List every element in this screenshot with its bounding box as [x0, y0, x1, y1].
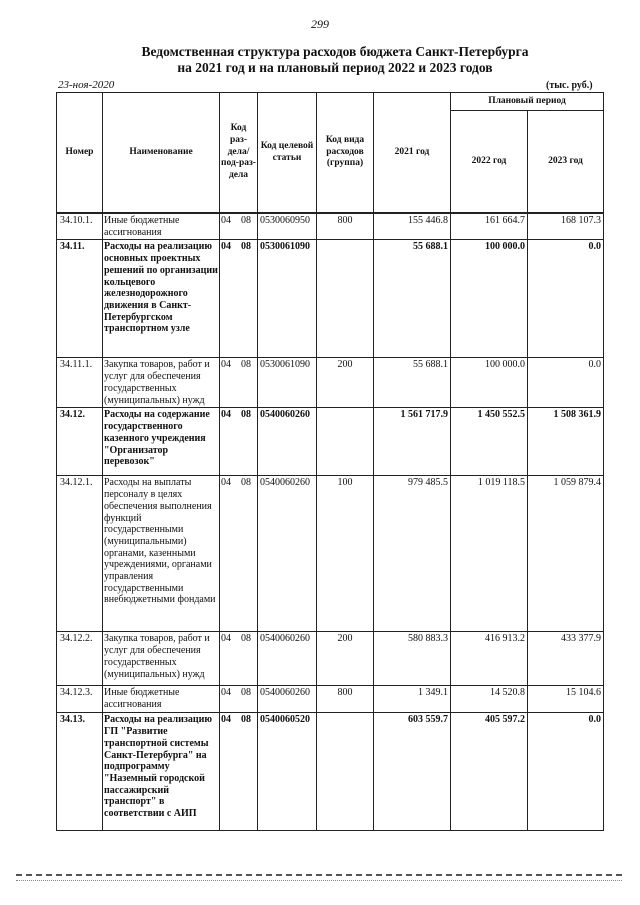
document-title [60, 44, 610, 76]
row-2021: 979 485.5 [374, 476, 451, 632]
budget-table [56, 92, 604, 831]
row-2023: 0.0 [528, 240, 604, 358]
header-vid: Код вида расходов (группа) [317, 93, 374, 213]
row-target: 0540060260 [258, 686, 317, 713]
row-razdel: 04 08 [220, 476, 258, 632]
row-razdel: 04 08 [220, 713, 258, 831]
header-2021: 2021 год [374, 93, 451, 213]
row-2021: 1 349.1 [374, 686, 451, 713]
table-body [57, 214, 604, 831]
document-date: 23-ноя-2020 [58, 79, 115, 91]
row-razdel: 04 08 [220, 240, 258, 358]
row-2023: 168 107.3 [528, 214, 604, 240]
header-planned-period: Плановый период [451, 93, 604, 111]
row-2021: 603 559.7 [374, 713, 451, 831]
row-2022: 161 664.7 [451, 214, 528, 240]
header-name: Наименование [103, 93, 220, 213]
row-name: Закупка товаров, работ и услуг для обеспечения государственных (муниципальных) нужд [103, 358, 220, 408]
row-2021: 155 446.8 [374, 214, 451, 240]
row-name: Расходы на выплаты персоналу в целях обеспечения выполнения функций государственными (муниципальными) органами, казенными учреждениями, органами управления государственными внебюджетными фондами [103, 476, 220, 632]
row-number: 34.12.2. [57, 632, 103, 686]
row-vid: 800 [317, 214, 374, 240]
page-number: 299 [311, 17, 329, 31]
row-2022: 14 520.8 [451, 686, 528, 713]
table-row [57, 476, 604, 632]
row-number: 34.11.1. [57, 358, 103, 408]
row-2022: 1 450 552.5 [451, 408, 528, 476]
row-name: Закупка товаров, работ и услуг для обеспечения государственных (муниципальных) нужд [103, 632, 220, 686]
row-2021: 580 883.3 [374, 632, 451, 686]
row-target: 0530061090 [258, 358, 317, 408]
row-number: 34.11. [57, 240, 103, 358]
row-number: 34.10.1. [57, 214, 103, 240]
table-row [57, 686, 604, 713]
title-line-1: Ведомственная структура расходов бюджета Санкт-Петербурга [141, 44, 529, 59]
row-vid: 200 [317, 358, 374, 408]
row-number: 34.12.1. [57, 476, 103, 632]
scan-edge-line-secondary [16, 880, 622, 881]
header-number: Номер [57, 93, 103, 213]
row-target: 0540060260 [258, 476, 317, 632]
table-row [57, 240, 604, 358]
row-razdel: 04 08 [220, 358, 258, 408]
row-2023: 1 059 879.4 [528, 476, 604, 632]
row-2022: 100 000.0 [451, 358, 528, 408]
row-name: Расходы на реализацию ГП "Развитие транспортной системы Санкт-Петербурга" на подпрограмму "Наземный городской пассажирский транспорт" в соответствии с АИП [103, 713, 220, 831]
row-name: Расходы на реализацию основных проектных решений по организации кольцевого железнодорожного движения в Санкт-Петербургском транспортном узле [103, 240, 220, 358]
table-row [57, 632, 604, 686]
row-target: 0540060520 [258, 713, 317, 831]
header-2023: 2023 год [528, 111, 604, 213]
row-name: Иные бюджетные ассигнования [103, 214, 220, 240]
header-target: Код целевой статьи [258, 93, 317, 213]
row-target: 0530060950 [258, 214, 317, 240]
row-razdel: 04 08 [220, 214, 258, 240]
row-target: 0530061090 [258, 240, 317, 358]
row-vid: 200 [317, 632, 374, 686]
row-vid [317, 408, 374, 476]
row-2023: 0.0 [528, 358, 604, 408]
row-2021: 55 688.1 [374, 240, 451, 358]
row-number: 34.12.3. [57, 686, 103, 713]
row-number: 34.13. [57, 713, 103, 831]
row-2023: 15 104.6 [528, 686, 604, 713]
row-number: 34.12. [57, 408, 103, 476]
header-razdel: Код раз-дела/ под-раз-дела [220, 93, 258, 213]
row-2023: 0.0 [528, 713, 604, 831]
row-2023: 1 508 361.9 [528, 408, 604, 476]
row-razdel: 04 08 [220, 408, 258, 476]
row-razdel: 04 08 [220, 632, 258, 686]
scan-edge-line [16, 874, 622, 876]
row-vid [317, 713, 374, 831]
row-2023: 433 377.9 [528, 632, 604, 686]
units-label: (тыс. руб.) [546, 80, 593, 91]
table-row [57, 713, 604, 831]
row-2022: 405 597.2 [451, 713, 528, 831]
row-2022: 1 019 118.5 [451, 476, 528, 632]
row-2021: 1 561 717.9 [374, 408, 451, 476]
row-name: Расходы на содержание государственного казенного учреждения "Организатор перевозок" [103, 408, 220, 476]
row-2022: 100 000.0 [451, 240, 528, 358]
row-target: 0540060260 [258, 408, 317, 476]
row-vid [317, 240, 374, 358]
row-razdel: 04 08 [220, 686, 258, 713]
title-line-2: на 2021 год и на плановый период 2022 и 2023 годов [177, 60, 493, 75]
row-vid: 100 [317, 476, 374, 632]
table-row [57, 358, 604, 408]
table-row [57, 214, 604, 240]
row-target: 0540060260 [258, 632, 317, 686]
header-2022: 2022 год [451, 111, 528, 213]
table-row [57, 408, 604, 476]
row-name: Иные бюджетные ассигнования [103, 686, 220, 713]
row-2021: 55 688.1 [374, 358, 451, 408]
row-2022: 416 913.2 [451, 632, 528, 686]
row-vid: 800 [317, 686, 374, 713]
